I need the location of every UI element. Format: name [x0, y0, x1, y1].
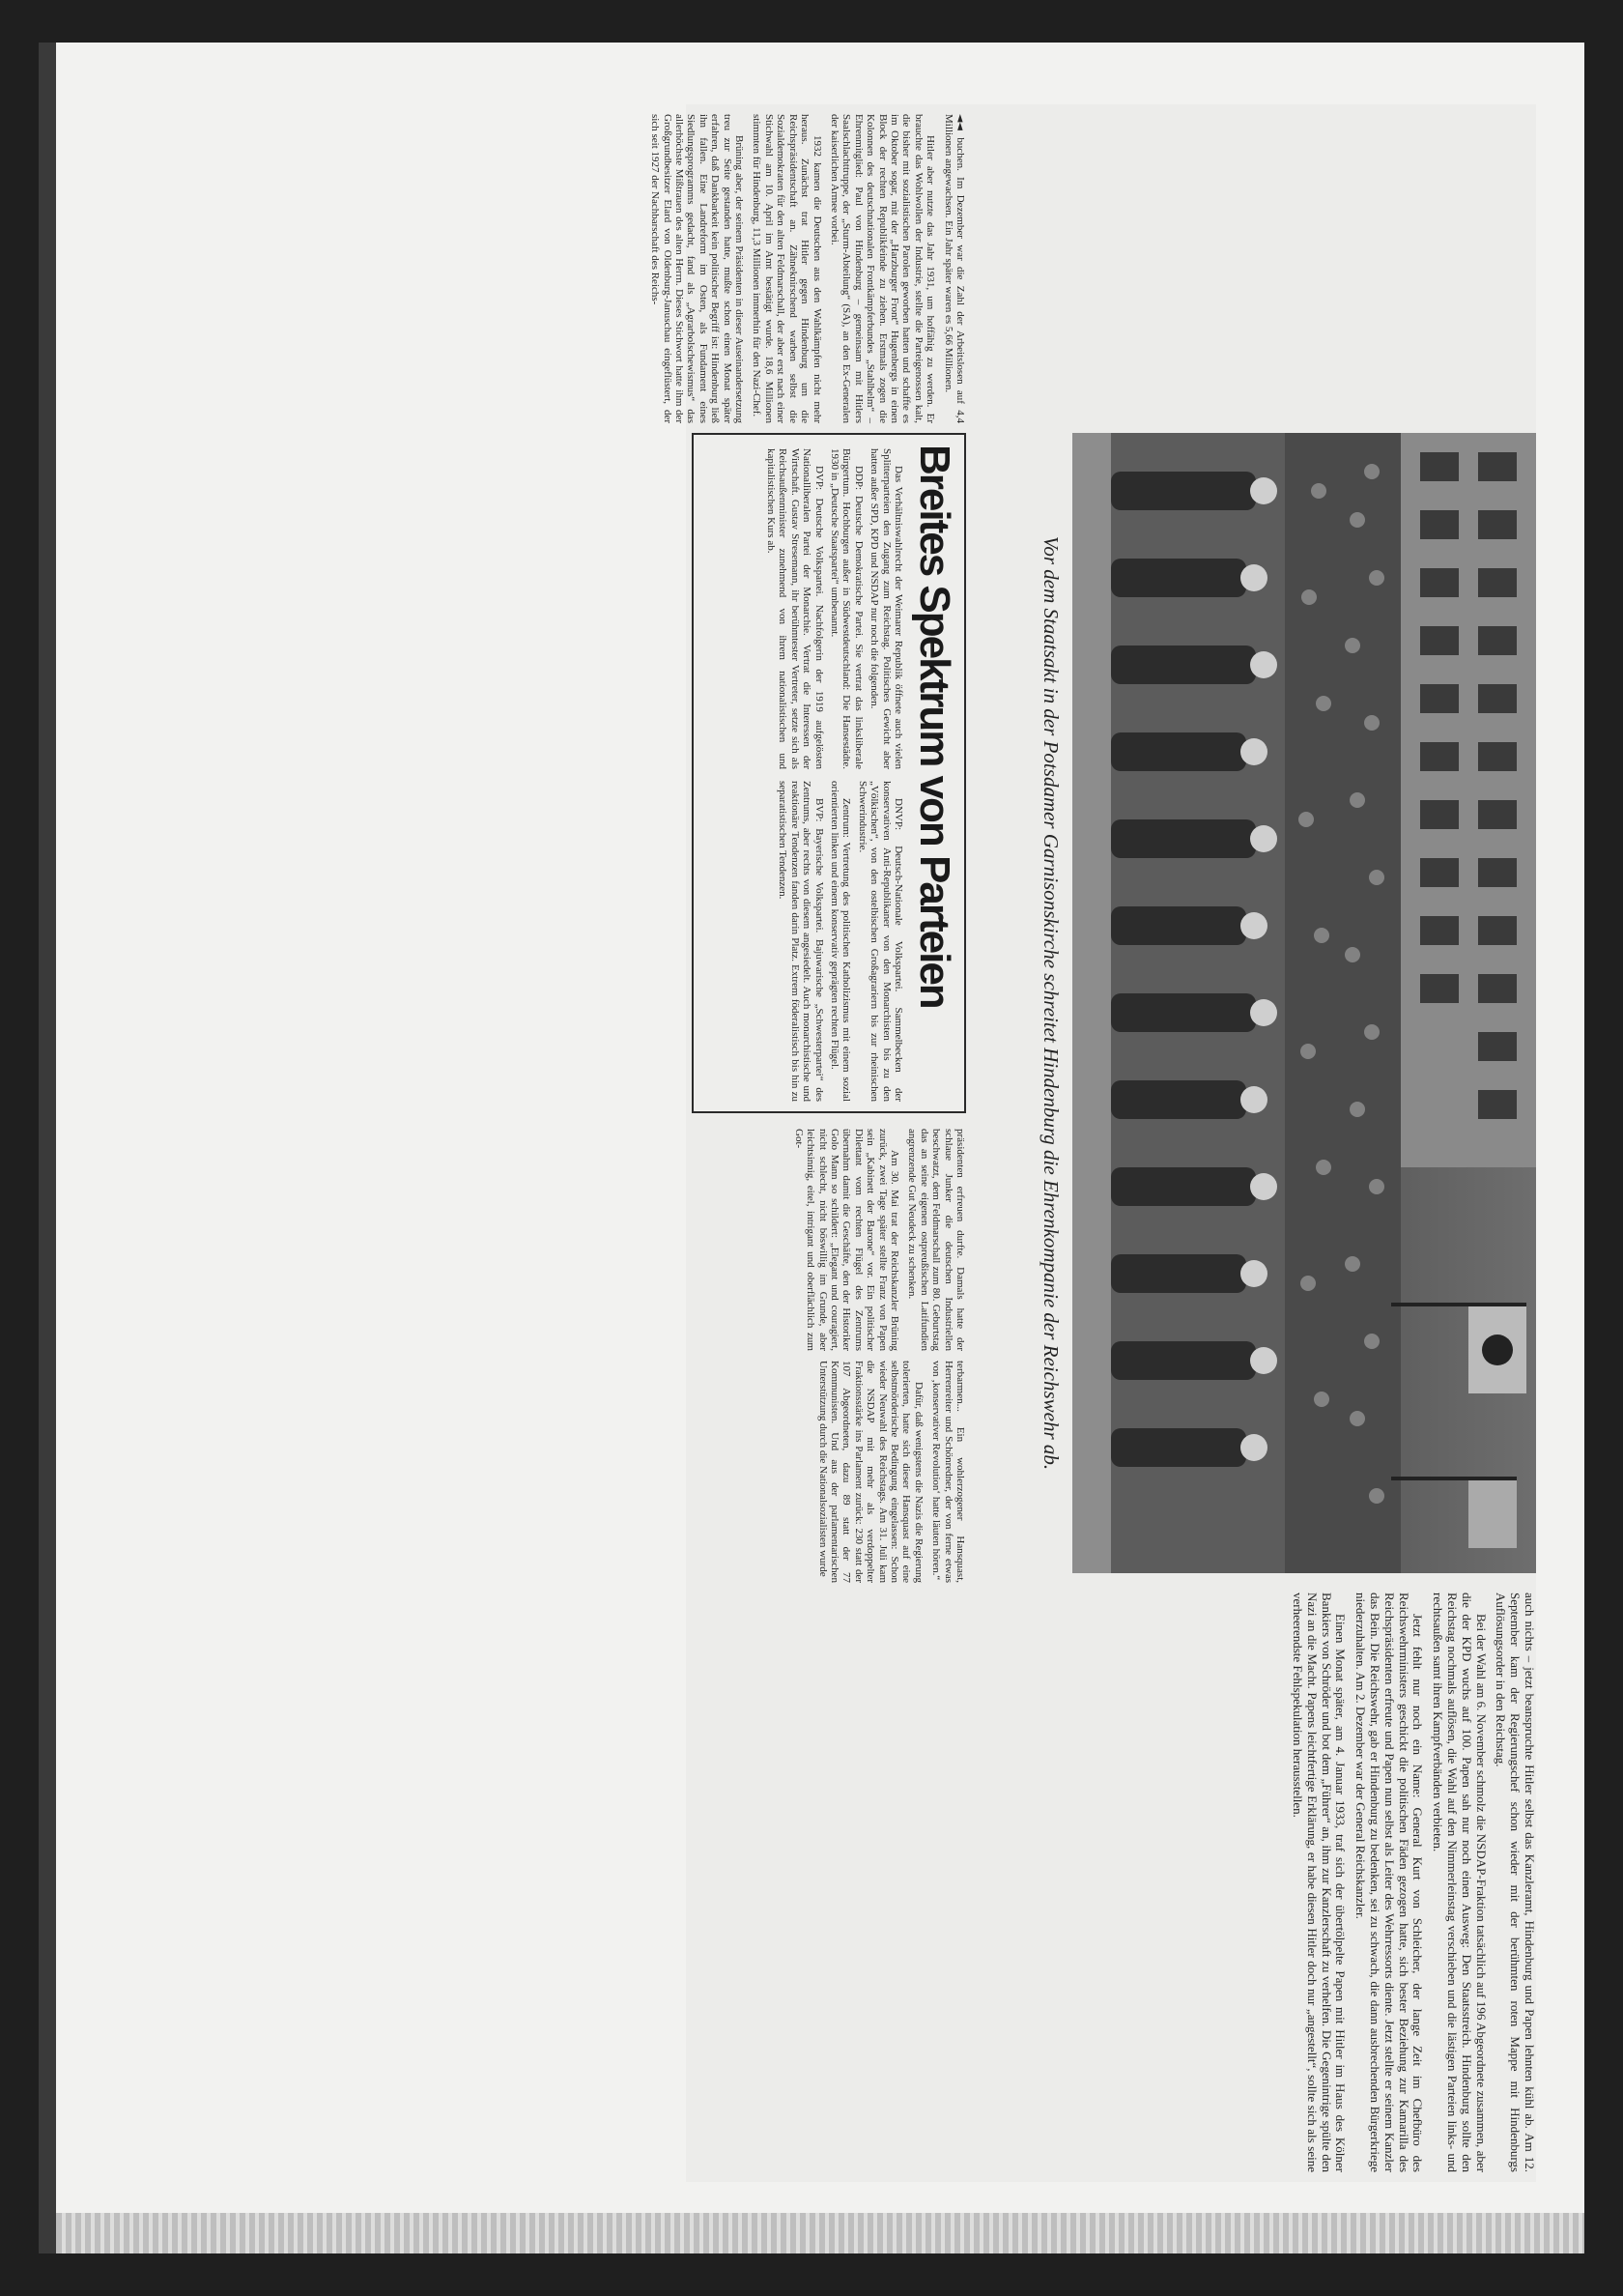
paragraph: Zentrum: Vertretung des politischen Katholizismus mit einem sozial orientierten linken und einem konservativ geprägten rechten Flügel. [828, 781, 853, 1102]
continuation-arrow-icon: ◄◄ [954, 114, 967, 138]
article-column-d [1284, 1593, 1536, 2172]
article-column-b [786, 1129, 966, 1351]
paragraph: Dafür, daß wenigstens die Nazis die Regierung tolerierten, hatte sich dieser Hansquast auf eine selbstmörderische Bedingung eingelassen: Schon wieder Neuwahl des Reichstags. Am 31. Juli kam die NSDAP mit mehr als verdoppelter Fraktionsstärke ins Parlament zurück: 230 statt der 107 Abgeordneten, dazu 89 statt der 77 Kommunisten. Und aus der parlamentarischen Unterstützung durch die Nationalsozialisten wurde [816, 1361, 925, 1583]
paragraph: Hitler aber nutzte das Jahr 1931, um hoffähig zu werden. Er brauchte das Wohlwollen der Industrie, stellte die Parteigenossen kalt, die bisher mit sozialistischen Parolen geworben hatten und schaffte es im Oktober sogar, mit der „Harzburger Front“ Hugenbergs in einen Block der rechten Republikfeinde zu ziehen. Erstmals zogen die Kolonnen des deutschnationalen Frontkämpferbundes „Stahlhelm“ – Ehrenmitglied: Paul von Hindenburg – gemeinsam mit Hitlers Saalschlachttruppe, der „Sturm-Abteilung“ (SA), an den Ex-Generalen der kaiserlichen Armee vorbei. [828, 114, 937, 423]
paragraph: BVP: Bayerische Volkspartei. Bajuwarische „Schwesterpartei“ des Zentrums, aber rechts von diesem angesiedelt. Auch monarchistische und reaktionäre Tendenzen fanden darin Platz. Extrem föderalistisch bis hin zu separatistischen Tendenzen. [777, 781, 825, 1102]
paragraph: auch nichts – jetzt beanspruchte Hitler selbst das Kanzleramt, Hindenburg und Papen lehnten kühl ab. Am 12. September kam der Regierungschef schon wieder mit der berühmten roten Mappe mit Hindenburgs Auflösungsorder in den Reichstag. [1494, 1593, 1537, 2172]
photo-caption: Vor dem Staatsakt in der Potsdamer Garnisonskirche schreitet Hindenburg die Ehrenkompanie der Reichswehr ab. [1039, 535, 1063, 1471]
paragraph: präsidenten erfreuen durfte. Damals hatte der schlaue Junker die deutschen Industriellen beschwatzt, dem Feldmarschall zum 80. Geburtstag das an seine eigenen ostpreußischen Latifundien angrenzende Gut Neudeck zu schenken. [906, 1129, 966, 1351]
paragraph: Am 30. Mai trat der Reichskanzler Brüning zurück, zwei Tage später stellte Franz von Papen sein „Kabinett der Barone“ vor. Ein politischer Dilettant vom rechten Flügel des Zentrums übernahm damit die Geschäfte, den der Historiker Golo Mann so schildert: „Elegant und couragiert, nicht schlecht, nicht böswillig im Grunde, aber leichtsinnig, eitel, intrigant und oberflächlich zum Got- [792, 1129, 900, 1351]
paragraph: Brüning aber, der seinem Präsidenten in dieser Auseinandersetzung treu zur Seite gestanden hatte, mußte schon einen Monat später erfahren, daß Dankbarkeit kein politischer Begriff ist: Hindenburg ließ ihn fallen. Eine Landreform im Osten, als Fundament eines Siedlungsprogramms gedacht, fand als „Agrarbolschewismus“ das allerhöchste Mißtrauen des alten Herrn. Dieses Stichwort hatte ihm der Großgrundbesitzer Elard von Oldenburg-Januschau eingeflüstert, der sich seit 1927 der Nachbarschaft des Reichs- [649, 114, 746, 423]
box-column-2 [773, 781, 904, 1102]
article-column-c [811, 1361, 966, 1583]
paragraph: Bei der Wahl am 6. November schmolz die NSDAP-Fraktion tatsächlich auf 196 Abgeordnete zusammen, aber die der KPD wuchs auf 100. Papen sah nur noch einen Ausweg: Den Staatsstreich. Hindenburg sollte den Reichstag nochmals auflösen, die Wahl auf den Nimmerleinstag verschieben und die lästigen Parteien links- und rechtsaußen samt ihren Kampfverbänden verbieten. [1431, 1593, 1489, 2172]
photo-block [976, 433, 1536, 1573]
parade-photo [1072, 433, 1536, 1573]
newspaper-clipping [649, 104, 1537, 2182]
paragraph: DDP: Deutsche Demokratische Partei. Sie vertrat das linksliberale Bürgertum. Hochburgen außer in Südwestdeutschland: Die Hansestädte. 1930 in „Deutsche Staatspartei“ umbenannt. [828, 448, 865, 769]
paragraph: Einen Monat später, am 4. Januar 1933, traf sich der übertölpelte Papen mit Hitler im Haus des Kölner Bankiers von Schröder und bot dem „Führer“ an, ihm zur Kanzlerschaft zu verhelfen. Die Gegenintrige spülte den Nazi an die Macht. Papens leichtfertige Erklärung, er habe diesen Hitler doch nur „angestellt“, sollte sich als seine verheerendste Fehlspekulation herausstellen. [1291, 1593, 1349, 2172]
paragraph: DVP: Deutsche Volkspartei. Nachfolgerin der 1919 aufgelösten Nationalliberalen Partei der Monarchie. Vertrat die Interessen der Wirtschaft. Gustav Stresemann, ihr berühmtester Vertreter, setzte sich als Reichsaußenminister zunehmend von ihrem nationalistischen und kapitalistischen Kurs ab. [764, 448, 825, 769]
box-title: Breites Spektrum von Parteien [911, 445, 958, 1008]
paragraph: Jetzt fehlt nur noch ein Name: General Kurt von Schleicher, der lange Zeit im Chefbüro des Reichswehrministers geschickt die politischen Fäden gezogen hatte, sich bester Beziehung zur Kamarilla des Reichspräsidenten erfreute und Papen nun selbst als Leiter des Wehrressorts diente. Jetzt stellte er seinem Kanzler das Bein. Die Reichswehr, gab er Hindenburg zu bedenken, sei zu schwach, die dann ausbrechenden Bürgerkriege niederzuhalten. Am 2. Dezember war der General Reichskanzler. [1353, 1593, 1426, 2172]
party-spectrum-box [692, 433, 966, 1113]
paragraph: 1932 kamen die Deutschen aus den Wahlkämpfen nicht mehr heraus. Zunächst trat Hitler gegen Hindenburg um die Reichspräsidentschaft an. Zähneknirschend warben selbst die Sozialdemokraten für den alten Feldmarschall, der aber erst nach einer Stichwahl am 10. April im Amt bestätigt wurde. 18,6 Millionen stimmten für Hindenburg, 11,3 Millionen immerhin für den Nazi-Chef. [751, 114, 823, 423]
perforated-edge [56, 2213, 1584, 2253]
page-binding-edge [39, 43, 56, 2253]
paragraph: Das Verhältniswahlrecht der Weimarer Republik öffnete auch vielen Splitterparteien den Zugang zum Reichstag. Politisches Gewicht aber hatten außer SPD, KPD und NSDAP nur noch die folgenden. [868, 448, 904, 769]
paragraph: terbarmen... Ein wohlerzogener Hansquast, Herrenreiter und Schönredner, der von ferne etwas von ‚konservativer Revolution‘ hatte läuten hören.“ [930, 1361, 966, 1583]
box-columns [701, 448, 904, 1102]
article-column-a [643, 114, 966, 423]
paragraph: buchen. Im Dezember war die Zahl der Arbeitslosen auf 4,4 Millionen angewachsen. Ein Jahr später waren es 5,66 Millionen. [942, 114, 966, 424]
paragraph: DNVP: Deutsch-Nationale Volkspartei. Sammelbecken der konservativen Anti-Republikaner von den Monarchisten bis zu den „Völkischen“, von den ostelbischen Großagrariern bis zur rheinischen Schwerindustrie. [856, 781, 904, 1102]
box-column-1 [761, 448, 904, 769]
